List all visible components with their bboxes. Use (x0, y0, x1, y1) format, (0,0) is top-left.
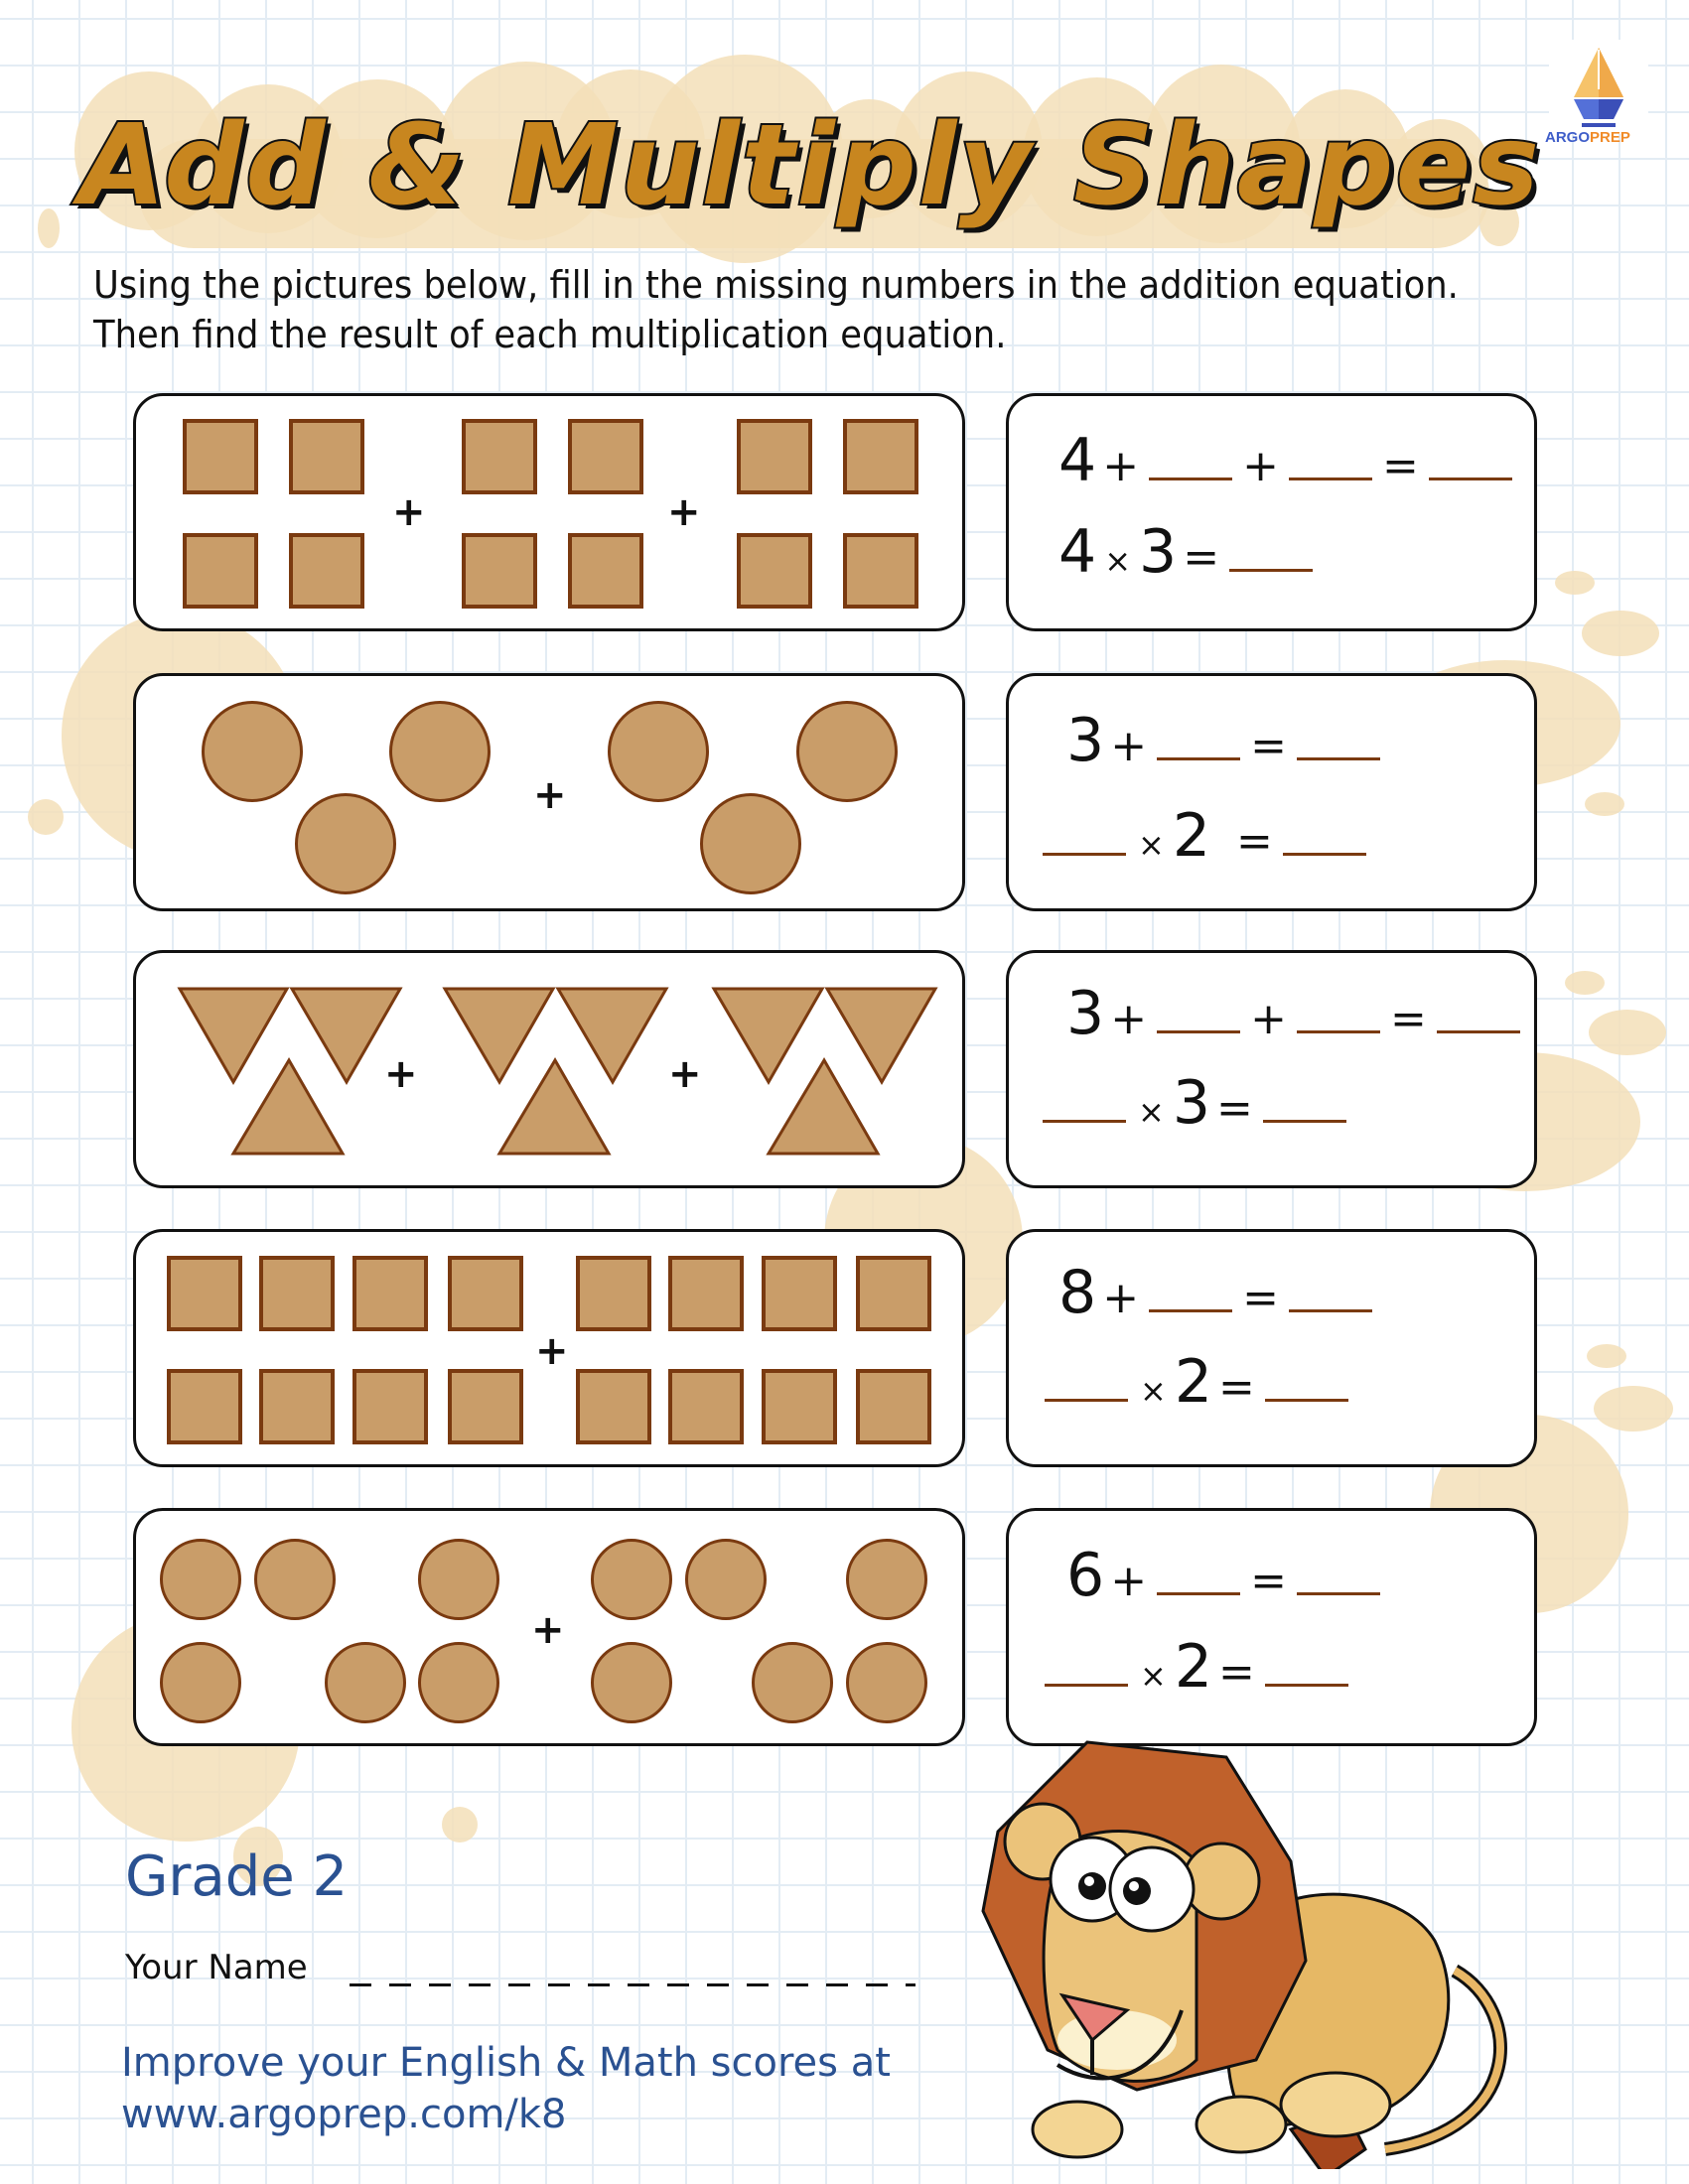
square-shape (183, 533, 258, 609)
grade-label: Grade 2 (125, 1844, 349, 1909)
square-shape (289, 419, 364, 494)
shapes-panel-5 (133, 1508, 965, 1746)
square-shape (448, 1369, 523, 1444)
square-shape (183, 419, 258, 494)
circle-shape (608, 701, 709, 802)
square-shape (843, 533, 918, 609)
answer-blank[interactable] (1297, 1021, 1380, 1033)
answer-blank[interactable] (1043, 1110, 1126, 1123)
equation-panel-2 (1006, 673, 1537, 911)
answer-blank[interactable] (1149, 468, 1232, 480)
promo-url-link[interactable]: www.argoprep.com/k8 (121, 2092, 567, 2137)
triangle-shapes (136, 953, 965, 1186)
multiplication-equation: 4 × 3 = (1009, 517, 1317, 587)
square-shape (167, 1369, 242, 1444)
your-name-field[interactable] (350, 1983, 915, 1986)
square-shape (352, 1369, 428, 1444)
circle-shape (700, 793, 801, 894)
circle-shape (418, 1642, 499, 1723)
answer-blank[interactable] (1297, 748, 1380, 760)
multiplication-equation: × 3 = (1009, 1068, 1350, 1138)
square-shape (259, 1256, 335, 1331)
argoprep-brand-text: ARGOPREP (1545, 129, 1630, 146)
square-shape (462, 533, 537, 609)
answer-blank[interactable] (1265, 1674, 1348, 1687)
page-title: Add & Multiply Shapes (79, 101, 1542, 230)
equation-panel-3 (1006, 950, 1537, 1188)
square-shape (568, 533, 643, 609)
argoprep-pen-icon (1544, 40, 1653, 134)
promo-line-1: Improve your English & Math scores at (121, 2040, 891, 2086)
instructions-line-1: Using the pictures below, fill in the missing numbers in the addition equation. (93, 263, 1459, 307)
circle-shape (591, 1642, 672, 1723)
circle-shape (202, 701, 303, 802)
shapes-panel-4 (133, 1229, 965, 1467)
square-shape (668, 1256, 744, 1331)
circle-shape (418, 1539, 499, 1620)
square-shape (576, 1369, 651, 1444)
answer-blank[interactable] (1045, 1674, 1128, 1687)
instructions (93, 260, 1497, 359)
equation-panel-4 (1006, 1229, 1537, 1467)
circle-shape (389, 701, 491, 802)
circle-shape (796, 701, 898, 802)
shapes-panel-2 (133, 673, 965, 911)
your-name-label: Your Name (125, 1948, 308, 1987)
answer-blank[interactable] (1289, 1299, 1372, 1312)
circle-shape (685, 1539, 767, 1620)
answer-blank[interactable] (1437, 1021, 1520, 1033)
square-shape (289, 533, 364, 609)
answer-blank[interactable] (1157, 1021, 1240, 1033)
circle-shape (295, 793, 396, 894)
square-shape (259, 1369, 335, 1444)
square-shape (737, 533, 812, 609)
circle-shape (325, 1642, 406, 1723)
addition-equation: 8 + = (1009, 1258, 1376, 1327)
circle-shape (752, 1642, 833, 1723)
addition-equation: 4 + + = (1009, 426, 1516, 495)
multiplication-equation: × 2 = (1009, 1347, 1352, 1417)
square-shape (843, 419, 918, 494)
circle-shape (846, 1642, 927, 1723)
circle-shape (254, 1539, 336, 1620)
square-shape (856, 1369, 931, 1444)
answer-blank[interactable] (1045, 1389, 1128, 1402)
circle-shape (160, 1642, 241, 1723)
answer-blank[interactable] (1429, 468, 1512, 480)
addition-equation: 3 + + = (1009, 979, 1524, 1048)
addition-equation: 3 + = (1009, 706, 1384, 775)
answer-blank[interactable] (1297, 1582, 1380, 1595)
square-shape (448, 1256, 523, 1331)
answer-blank[interactable] (1265, 1389, 1348, 1402)
square-shape (462, 419, 537, 494)
lion-illustration (968, 1712, 1604, 2169)
instructions-line-2: Then find the result of each multiplication equation. (93, 313, 1007, 356)
promo-text (121, 2037, 891, 2140)
multiplication-equation: × 2 = (1009, 1632, 1352, 1702)
square-shape (737, 419, 812, 494)
multiplication-equation: × 2 = (1009, 801, 1370, 871)
square-shape (352, 1256, 428, 1331)
plus-sign: + (533, 772, 567, 818)
square-shape (576, 1256, 651, 1331)
addition-equation: 6 + = (1009, 1541, 1384, 1610)
equation-panel-5 (1006, 1508, 1537, 1746)
square-shape (568, 419, 643, 494)
answer-blank[interactable] (1043, 843, 1126, 856)
answer-blank[interactable] (1157, 748, 1240, 760)
square-shape (167, 1256, 242, 1331)
answer-blank[interactable] (1149, 1299, 1232, 1312)
answer-blank[interactable] (1157, 1582, 1240, 1595)
answer-blank[interactable] (1229, 559, 1313, 572)
square-shape (762, 1256, 837, 1331)
equation-panel-1 (1006, 393, 1537, 631)
circle-shape (846, 1539, 927, 1620)
answer-blank[interactable] (1263, 1110, 1346, 1123)
plus-sign: + (535, 1328, 569, 1374)
plus-sign: + (531, 1607, 565, 1653)
square-shape (668, 1369, 744, 1444)
plus-sign: + (668, 1051, 702, 1097)
plus-sign: + (384, 1051, 418, 1097)
plus-sign: + (392, 489, 426, 535)
square-shape (762, 1369, 837, 1444)
answer-blank[interactable] (1283, 843, 1366, 856)
circle-shape (591, 1539, 672, 1620)
shapes-panel-3 (133, 950, 965, 1188)
plus-sign: + (667, 489, 701, 535)
circle-shape (160, 1539, 241, 1620)
square-shape (856, 1256, 931, 1331)
answer-blank[interactable] (1289, 468, 1372, 480)
shapes-panel-1 (133, 393, 965, 631)
